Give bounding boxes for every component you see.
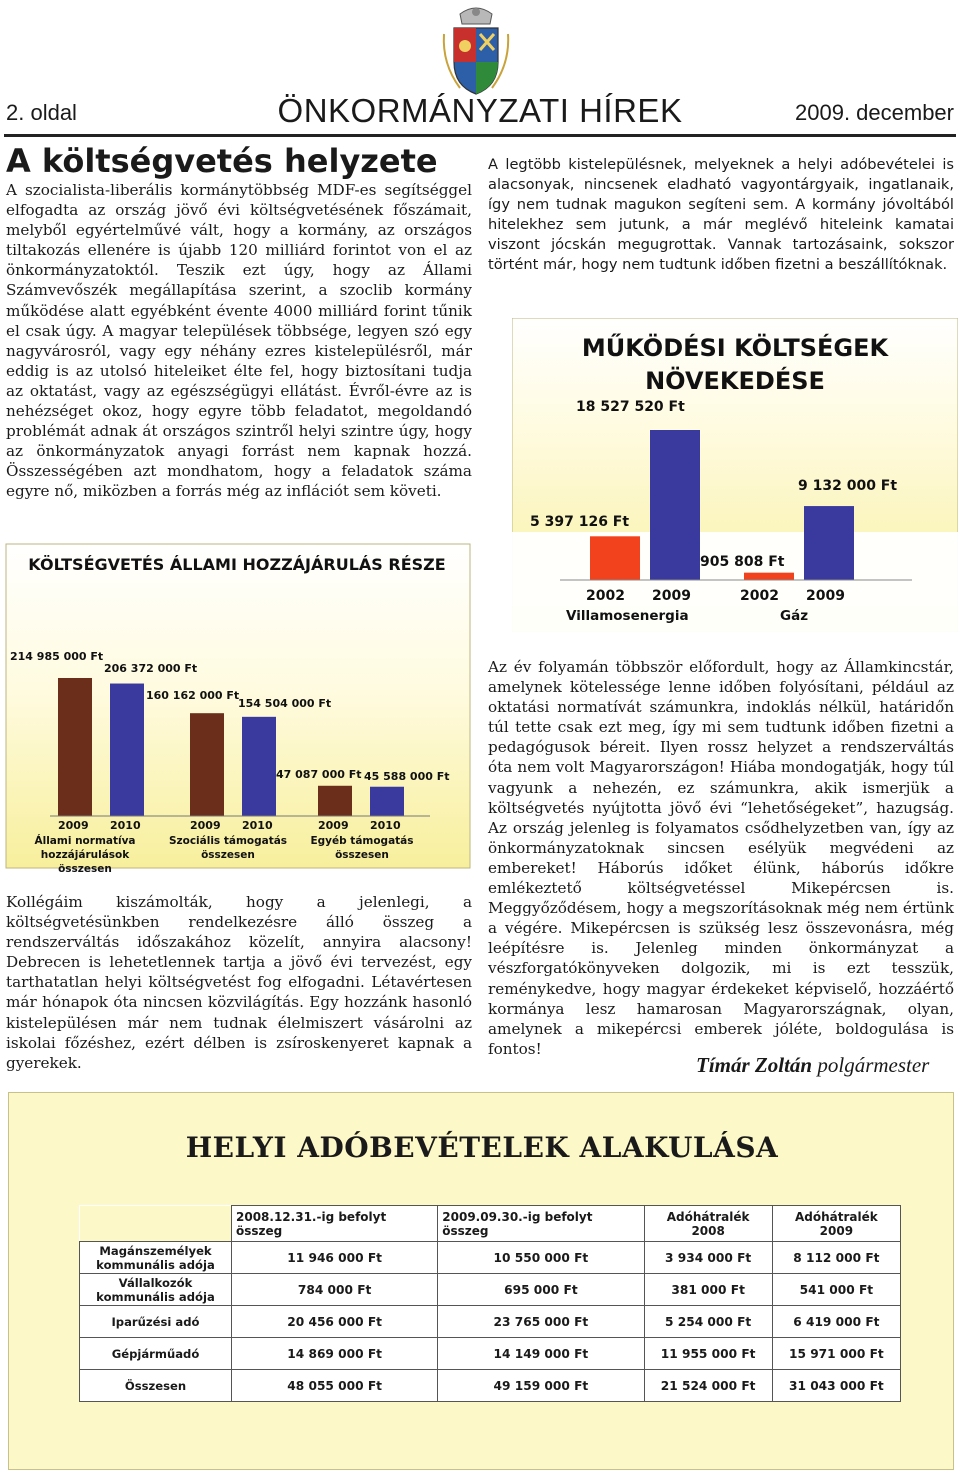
- chart2-value-label-1-1: 154 504 000 Ft: [238, 697, 332, 710]
- chart2-bar-0-1: [110, 684, 144, 816]
- tax-value-cell: 8 112 000 Ft: [772, 1242, 900, 1274]
- chart2-bar-2-1: [370, 787, 404, 816]
- chart2-group-label-2: Egyéb támogatás összesen: [310, 835, 414, 861]
- article-column-2: A legtöbb kistelepülésnek, melyeknek a helyi adóbevételei is alacsonyak, nincsenek eladható vagyontárgyaik, ingatlanaik, így nem tudnak magukon segíteni sem. A kormány jóvoltából hitelekhez sem jutunk, a már meglévő hiteleink kamatai viszont jócskán megugrottak. Vannak tartozásaink, sokszor történt már, hogy nem tudtunk időben fizetni a beszállítóknak.: [488, 156, 954, 274]
- header-divider: [4, 134, 956, 137]
- tax-value-cell: 49 159 000 Ft: [438, 1370, 644, 1402]
- chart2-bar-2-0: [318, 786, 352, 816]
- chart1-year-label-0-1: 2009: [652, 588, 691, 604]
- tax-header-cell: [80, 1206, 232, 1242]
- tax-header-cell: 2009.09.30.-ig befolyt összeg: [438, 1206, 644, 1242]
- chart1-year-label-0-0: 2002: [586, 588, 625, 604]
- local-tax-section: [8, 1092, 954, 1470]
- tax-row-label: Gépjárműadó: [80, 1338, 232, 1370]
- article-column-1: A szocialista-liberális kormánytöbbség MDF-es segítséggel elfogadta az ország jövő évi költségvetésének főszámait, melyből egyértelművé vált, hogy a kormány, az országos tiltakozás ellenére is újabb 120 milliárd forintot von el az önkormányzatoktól. Teszik ezt úgy, hogy az Állami Számvevőszék megállapítása szerint, a szoclib kormány működése alatt egyébként évente 4000 milliárd forint tűnik el csak úgy. A magyar települések többsége, legyen szó egy nagyvárosról, vagy egy néhány ezres kistelepülésről, már eddig is az utolsó hiteleiket élte fel, hogy biztosítani tudja az oktatást, vagy az egészségügyi ellátást. Évről-évre az is nehézséget okoz, hogy egyre több feladatot, megoldandó problémát adnak át országos szintről helyi szintre úgy, hogy az önkormányzatok anyagi forrást nem kapnak hozzá. Összességében azt mondhatom, hogy a feladatok száma egyre nő, miközben a forrás még az inflációt sem követi.: [6, 181, 472, 501]
- tax-row-label: Magánszemélyek kommunális adója: [80, 1242, 232, 1274]
- article-column-4: Az év folyamán többször előfordult, hogy az Államkincstár, amelynek kötelessége lenne időben folyósítani, például az oktatási normatívát számunkra, indoklás nélkül, határidőn túl tette csak ezt meg, így mi sem tudtunk időben fizetni a pedagógusok béreit. Ilyen rossz helyzet a rendszerváltás óta nem volt Magyarországon! Hiába mondogatják, hogy túl vagyunk a nehezén, ez számunkra, akik ismerjük a költségvetés nyújtotta jövő évi “lehetőségeket”, hazugság. Az ország jelenleg is folyamatos csődhelyzetben van, így az önkormányzatoknak sincsen esélyük megvédeni az embereket! Háborús időket élünk, háborús időkre emlékeztető költségvetéssel Mikepércsen is. Meggyőződésem, hogy a megszorításoknak még nem értünk a végére. Mikepércsen is szükség lesz összevonásra, még leépítésre is. Jelenleg minden önkormányzat a vészforgatókönyveken dolgozik, mi is ezt tesszük, reménykedve, hogy magyar érdekeket képviselő, hozzáértő kormánya lesz hamarosan Magyarországnak, olyan, amelynek a mikepércsi emberek jóléte, boldogulása is fontos!: [488, 658, 954, 1058]
- tax-value-cell: 48 055 000 Ft: [232, 1370, 438, 1402]
- tax-value-cell: 11 946 000 Ft: [232, 1242, 438, 1274]
- tax-value-cell: 23 765 000 Ft: [438, 1306, 644, 1338]
- state-contribution-chart: [0, 540, 474, 875]
- operating-costs-chart: [512, 318, 958, 632]
- tax-header-cell: 2008.12.31.-ig befolyt összeg: [232, 1206, 438, 1242]
- issue-date: 2009. december: [795, 100, 954, 125]
- chart1-bar-0-1: [650, 430, 700, 580]
- tax-value-cell: 784 000 Ft: [232, 1274, 438, 1306]
- tax-value-cell: 3 934 000 Ft: [644, 1242, 772, 1274]
- chart1-year-label-1-1: 2009: [806, 588, 845, 604]
- tax-value-cell: 14 149 000 Ft: [438, 1338, 644, 1370]
- tax-table-row: [80, 1370, 901, 1402]
- tax-table-row: [80, 1306, 901, 1338]
- chart1-group-label-1: Gáz: [780, 608, 809, 624]
- chart1-value-label-1-1: 9 132 000 Ft: [798, 478, 898, 494]
- chart1-bar-1-1: [804, 506, 854, 580]
- chart2-value-label-0-0: 214 985 000 Ft: [10, 650, 104, 663]
- newspaper-title: ÖNKORMÁNYZATI HÍREK: [277, 92, 683, 129]
- tax-table-row: [80, 1338, 901, 1370]
- tax-value-cell: 15 971 000 Ft: [772, 1338, 900, 1370]
- chart2-value-label-0-1: 206 372 000 Ft: [104, 662, 198, 675]
- chart2-year-label-2-0: 2009: [318, 819, 349, 832]
- tax-value-cell: 31 043 000 Ft: [772, 1370, 900, 1402]
- chart2-bar-0-0: [58, 678, 92, 816]
- chart2-group-label-1: Szociális támogatás összesen: [168, 835, 288, 861]
- chart2-year-label-2-1: 2010: [370, 819, 401, 832]
- tax-value-cell: 20 456 000 Ft: [232, 1306, 438, 1338]
- article-column-3: Kollégáim kiszámolták, hogy a jelenlegi, a költségvetésünkben rendelkezésre álló összeg a rendszerváltás időszakához közelít, annyira alacsony! Debrecen is lehetetlennek tartja a jövő évi tervezést, egy tarthatatlan helyi költségvetést fog elfogadni. Létavértesen már hónapok óta nincsen közvilágítás. Egy hozzánk hasonló kistelepülésen már nem tudnak élelmiszert vásárolni az iskolai főzéshez, ezért délben is zsíroskenyeret kapnak a gyerekek.: [6, 893, 472, 1072]
- tax-value-cell: 541 000 Ft: [772, 1274, 900, 1306]
- tax-value-cell: 21 524 000 Ft: [644, 1370, 772, 1402]
- chart2-year-label-1-0: 2009: [190, 819, 221, 832]
- chart2-value-label-2-0: 47 087 000 Ft: [276, 768, 362, 781]
- signature-role: polgármester: [817, 1053, 930, 1077]
- tax-value-cell: 10 550 000 Ft: [438, 1242, 644, 1274]
- chart2-year-label-0-1: 2010: [110, 819, 141, 832]
- chart2-bar-1-1: [242, 717, 276, 816]
- tax-value-cell: 11 955 000 Ft: [644, 1338, 772, 1370]
- chart1-value-label-0-0: 5 397 126 Ft: [530, 514, 630, 530]
- chart1-bar-0-0: [590, 536, 640, 580]
- tax-table-row: [80, 1274, 901, 1306]
- chart2-value-label-2-1: 45 588 000 Ft: [364, 770, 450, 783]
- tax-value-cell: 6 419 000 Ft: [772, 1306, 900, 1338]
- tax-value-cell: 381 000 Ft: [644, 1274, 772, 1306]
- chart1-group-label-0: Villamosenergia: [566, 608, 689, 624]
- chart2-group-label-0: Állami normatíva hozzájárulások összesen: [34, 835, 136, 875]
- signature-name: Tímár Zoltán: [696, 1053, 813, 1077]
- page-number: 2. oldal: [6, 100, 77, 125]
- tax-header-cell: Adóhátralék 2008: [644, 1206, 772, 1242]
- article-title: A költségvetés helyzete: [6, 142, 438, 180]
- chart2-bar-1-0: [190, 713, 224, 816]
- signature: [696, 1053, 929, 1078]
- chart2-value-label-1-0: 160 162 000 Ft: [146, 689, 240, 702]
- tax-row-label: Vállalkozók kommunális adója: [80, 1274, 232, 1306]
- tax-value-cell: 14 869 000 Ft: [232, 1338, 438, 1370]
- coat-of-arms-logo: [440, 4, 512, 96]
- chart1-year-label-1-0: 2002: [740, 588, 779, 604]
- tax-value-cell: 5 254 000 Ft: [644, 1306, 772, 1338]
- tax-row-label: Összesen: [80, 1370, 232, 1402]
- chart1-title: MŰKÖDÉSI KÖLTSÉGEK NÖVEKEDÉSE: [581, 334, 889, 395]
- chart2-year-label-0-0: 2009: [58, 819, 89, 832]
- tax-table: [79, 1205, 901, 1402]
- chart1-value-label-1-0: 905 808 Ft: [700, 554, 785, 570]
- chart2-title: KÖLTSÉGVETÉS ÁLLAMI HOZZÁJÁRULÁS RÉSZE: [28, 555, 446, 574]
- tax-header-cell: Adóhátralék 2009: [772, 1206, 900, 1242]
- tax-value-cell: 695 000 Ft: [438, 1274, 644, 1306]
- chart1-value-label-0-1: 18 527 520 Ft: [576, 399, 685, 415]
- chart2-year-label-1-1: 2010: [242, 819, 273, 832]
- page-header: [0, 92, 960, 132]
- tax-row-label: Iparűzési adó: [80, 1306, 232, 1338]
- tax-section-title: HELYI ADÓBEVÉTELEK ALAKULÁSA: [185, 1131, 779, 1164]
- tax-table-row: [80, 1242, 901, 1274]
- chart1-bar-1-0: [744, 573, 794, 580]
